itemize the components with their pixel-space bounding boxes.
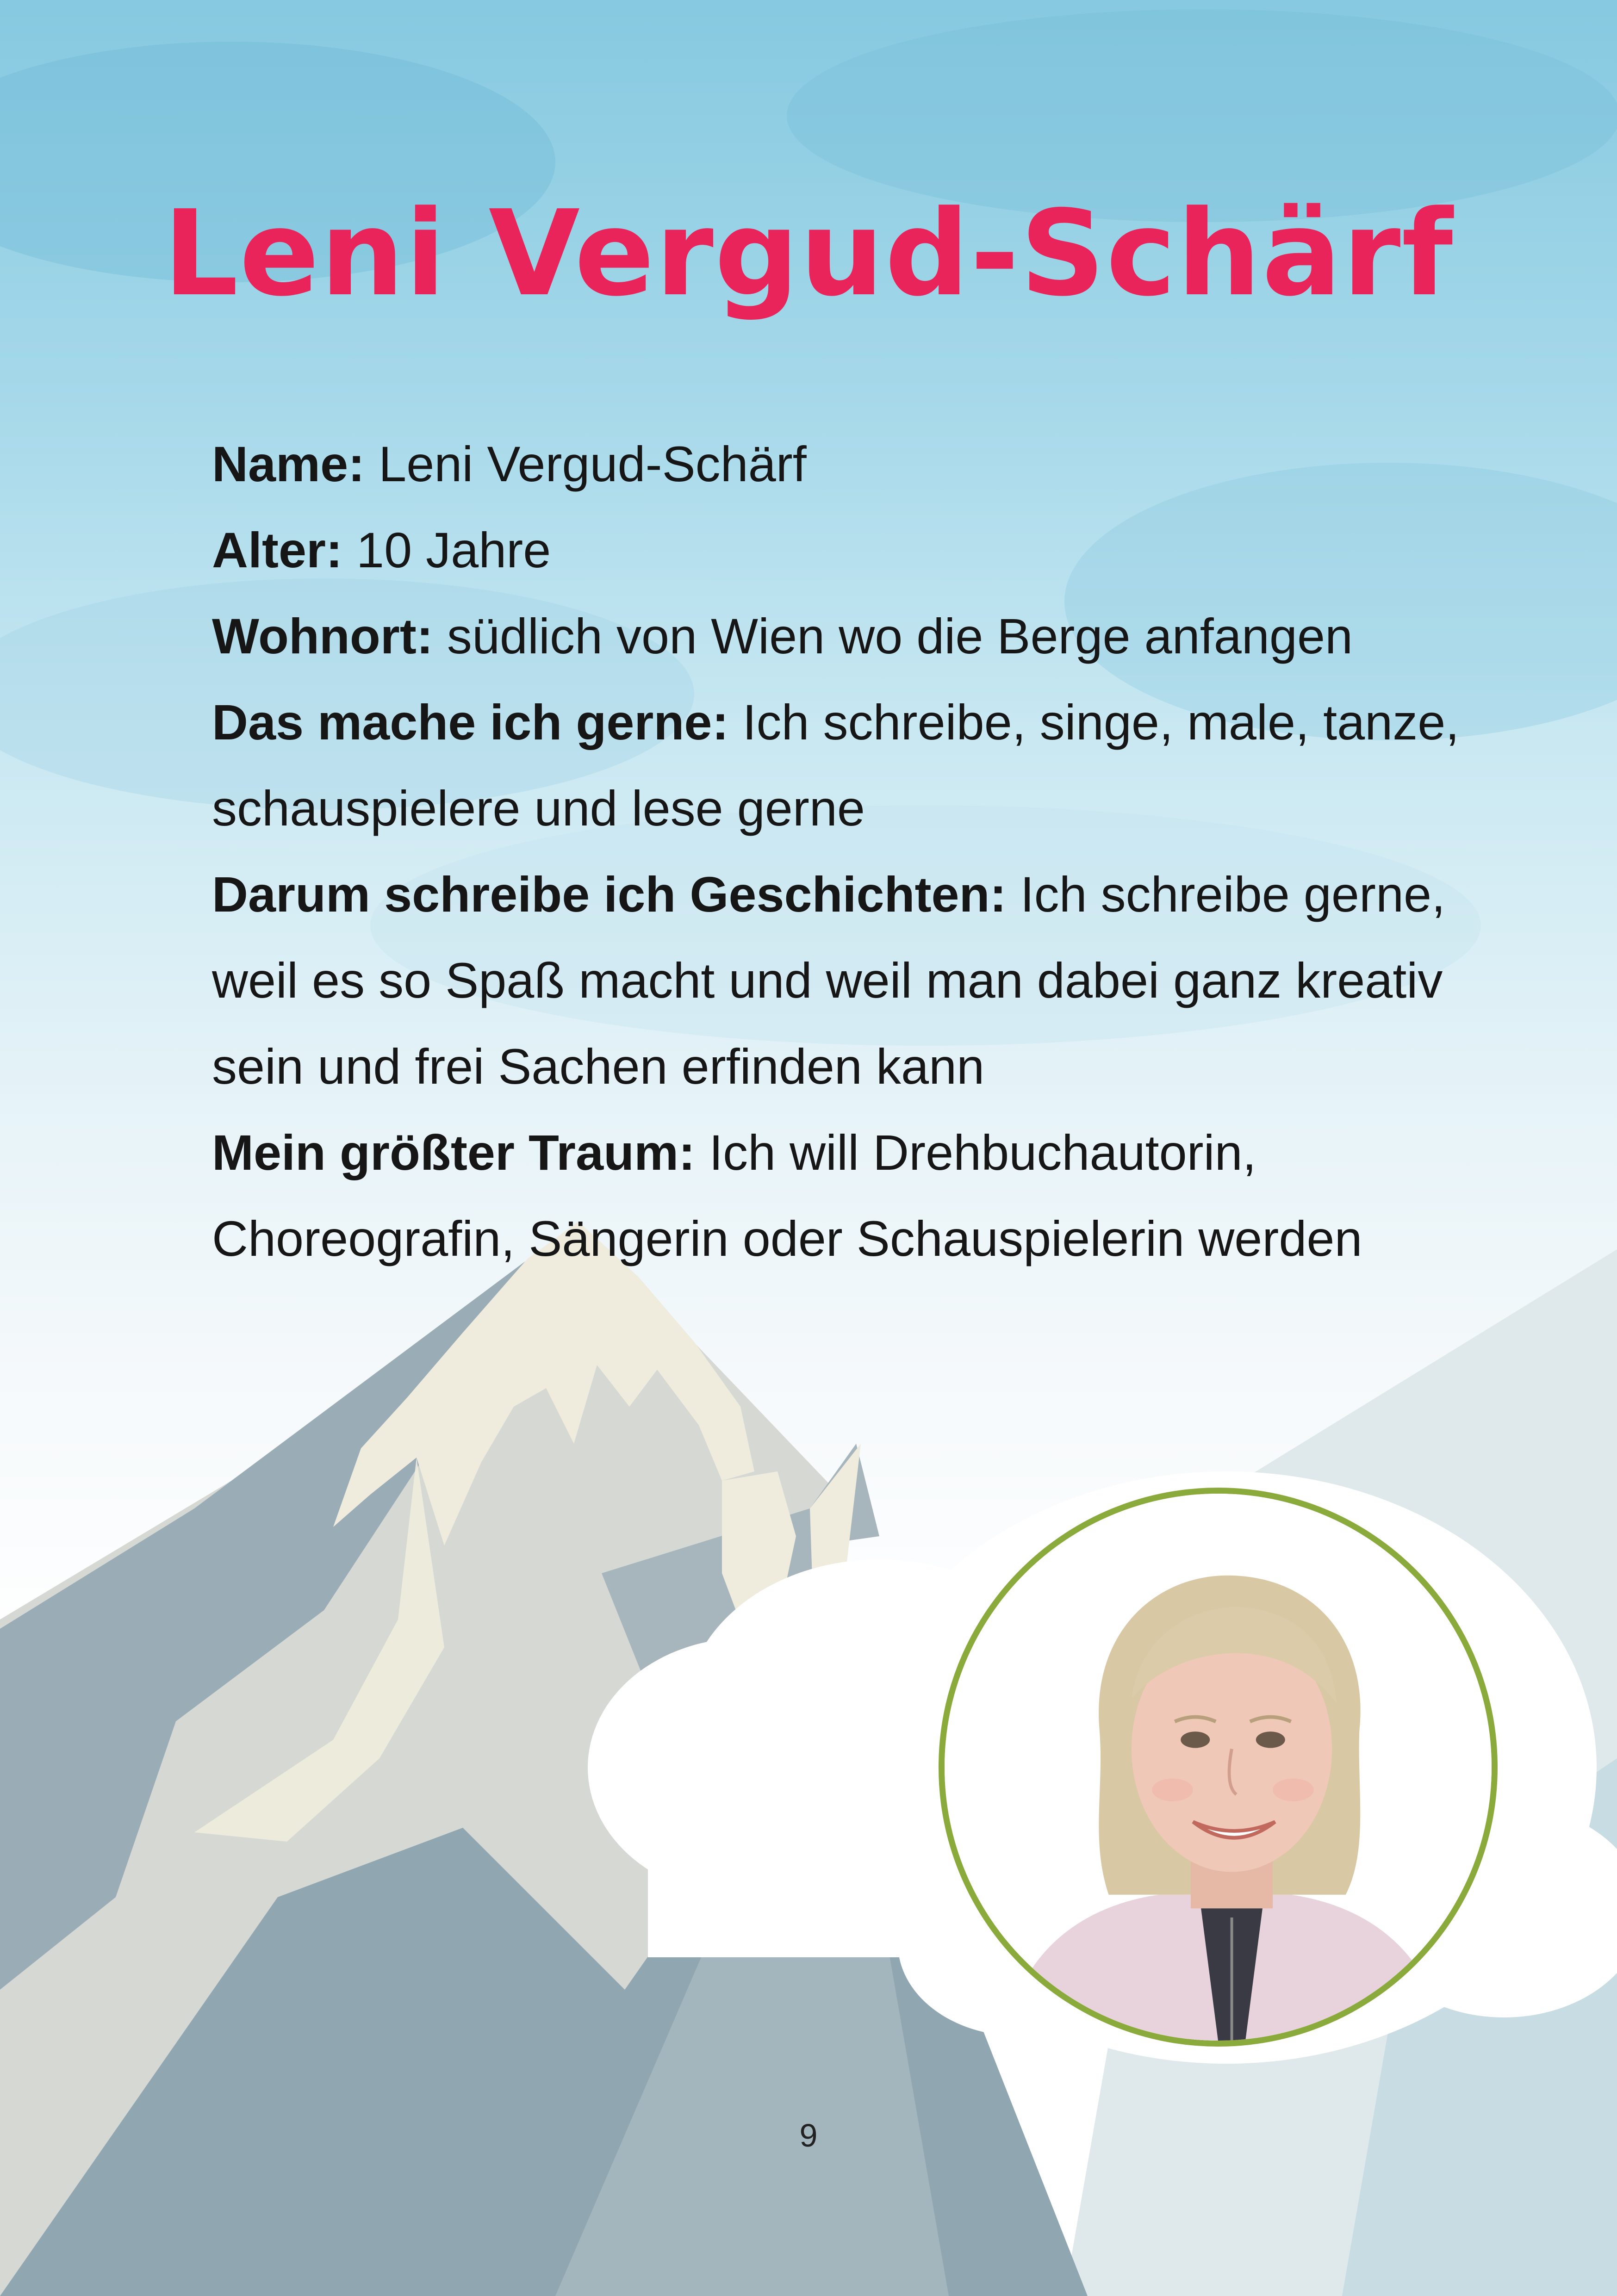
profile-dream: [212, 1110, 1462, 1282]
left-eye: [1181, 1731, 1210, 1748]
profile-value: Ich schreibe gerne, weil es so Spaß macht und weil man dabei ganz kreativ sein und frei Sachen erfinden kann: [212, 866, 1446, 1094]
portrait-illustration: [945, 1494, 1492, 2041]
profile-residence: [212, 593, 1462, 679]
profile-label: Mein größter Traum:: [212, 1124, 696, 1180]
profile-hobbies: [212, 679, 1462, 851]
page-title: Leni Vergud-Schärf: [163, 185, 1454, 323]
profile-label: Das mache ich gerne:: [212, 694, 729, 750]
portrait-photo: [939, 1488, 1498, 2047]
profile-age: [212, 507, 1462, 593]
profile-name: [212, 421, 1462, 507]
profile-why-write: [212, 851, 1462, 1110]
profile-label: Name:: [212, 436, 365, 492]
profile-label: Alter:: [212, 522, 343, 578]
profile-value: 10 Jahre: [342, 522, 551, 578]
profile-value: südlich von Wien wo die Berge anfangen: [433, 608, 1353, 664]
profile-label: Wohnort:: [212, 608, 433, 664]
profile-value: Ich will Drehbuchautorin, Choreografin, Sängerin oder Schauspielerin werden: [212, 1124, 1362, 1266]
profile-value: Ich schreibe, singe, male, tanze, schauspielere und lese gerne: [212, 694, 1460, 836]
profile-section: [212, 421, 1462, 1282]
profile-label: Darum schreibe ich Geschichten:: [212, 866, 1007, 922]
page-number: 9: [799, 2117, 818, 2153]
right-eye: [1256, 1731, 1285, 1748]
profile-value: Leni Vergud-Schärf: [365, 436, 807, 492]
